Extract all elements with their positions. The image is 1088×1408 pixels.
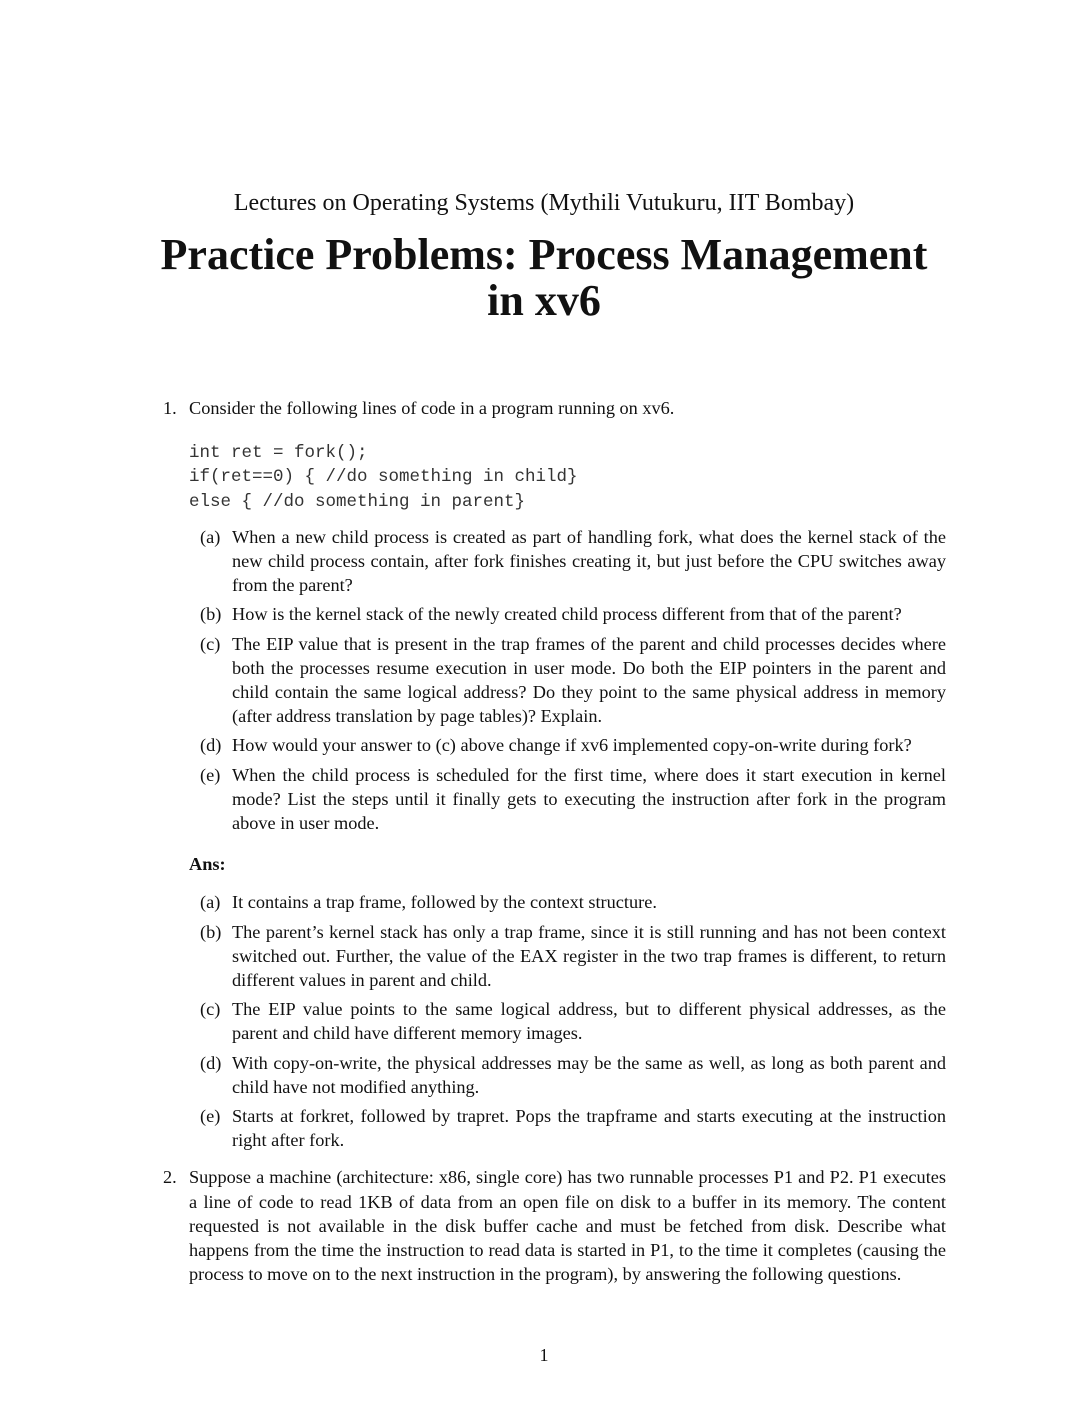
problem-list (160, 396, 946, 1287)
question-c (189, 632, 946, 729)
question-text: The EIP value that is present in the trap frames of the parent and child processes decides where both the processes resume execution in user mode. Do both the EIP pointers in the parent and child contain the same logical address? Do they point to the same physical address in memory (after address translation by page tables)? Explain. (232, 633, 946, 727)
answer-d (189, 1051, 946, 1099)
problem-statement: Consider the following lines of code in a program running on xv6. (189, 398, 675, 418)
answer-label: (d) (200, 1052, 222, 1073)
answer-label: (b) (200, 921, 222, 942)
answer-text: The parent’s kernel stack has only a trap frame, since it is still running and has not been context switched out. Further, the value of the EAX register in the two trap frames is different, to return different values in parent and child. (232, 921, 946, 991)
problem-1 (160, 396, 946, 1152)
answer-label: (c) (200, 999, 221, 1020)
answer-text: With copy-on-write, the physical addresses may be the same as well, as long as both parent and child have not modified anything. (232, 1052, 946, 1097)
code-block (189, 441, 946, 514)
problem-statement: Suppose a machine (architecture: x86, single core) has two runnable processes P1 and P2. P1 executes a line of code to read 1KB of data from an open file on disk to a buffer in its memory. The content requested is not available in the disk buffer cache and must be fetched from disk. Describe what happens from the time the instruction to read data is started in P1, to the time it completes (causing the process to move on to the next instruction in the program), by answering the following questions. (189, 1167, 946, 1285)
answer-b (189, 920, 946, 993)
answer-c (189, 997, 946, 1045)
answer-label: (a) (200, 892, 221, 913)
question-text: When the child process is scheduled for the first time, where does it start execution in kernel mode? List the steps until it finally gets to executing the instruction after fork in the program above in user mode. (232, 764, 946, 834)
question-label: (a) (200, 526, 221, 547)
question-e (189, 763, 946, 836)
question-text: How would your answer to (c) above change if xv6 implemented copy-on-write during fork? (232, 735, 912, 756)
course-header: Lectures on Operating Systems (Mythili Vutukuru, IIT Bombay) (233, 190, 855, 216)
title-line-2: in xv6 (487, 276, 601, 325)
code-line: int ret = fork(); (189, 443, 368, 464)
problem-number: 1. (163, 398, 177, 418)
page-number: 1 (539, 1345, 549, 1365)
question-text: How is the kernel stack of the newly created child process different from that of the parent? (232, 604, 902, 625)
answer-label: (e) (200, 1106, 221, 1127)
problem-2 (160, 1165, 946, 1286)
answer-text: It contains a trap frame, followed by the context structure. (232, 892, 657, 913)
answer-heading: Ans: (189, 854, 226, 875)
spacer (160, 1157, 946, 1165)
question-a (189, 525, 946, 598)
question-text: When a new child process is created as part of handling fork, what does the kernel stack of the new child process contain, after fork finishes creating it, but just before the CPU switches away from the parent? (232, 526, 946, 596)
question-label: (d) (200, 735, 222, 756)
answer-text: The EIP value points to the same logical address, but to different physical addresses, as the parent and child have different memory images. (232, 999, 946, 1044)
title-line-1: Practice Problems: Process Management (160, 230, 928, 279)
answer-text: Starts at forkret, followed by trapret. Pops the trapframe and starts executing at the instruction right after fork. (232, 1106, 946, 1151)
code-line: else { //do something in parent} (189, 491, 526, 512)
question-d (189, 733, 946, 757)
question-b (189, 602, 946, 626)
problem-number: 2. (163, 1167, 177, 1188)
question-label: (b) (200, 604, 222, 625)
page-title (140, 232, 948, 324)
question-label: (e) (200, 764, 221, 785)
answer-a (189, 890, 946, 914)
code-line: if(ret==0) { //do something in child} (189, 467, 578, 488)
answer-e (189, 1104, 946, 1152)
question-label: (c) (200, 633, 221, 654)
